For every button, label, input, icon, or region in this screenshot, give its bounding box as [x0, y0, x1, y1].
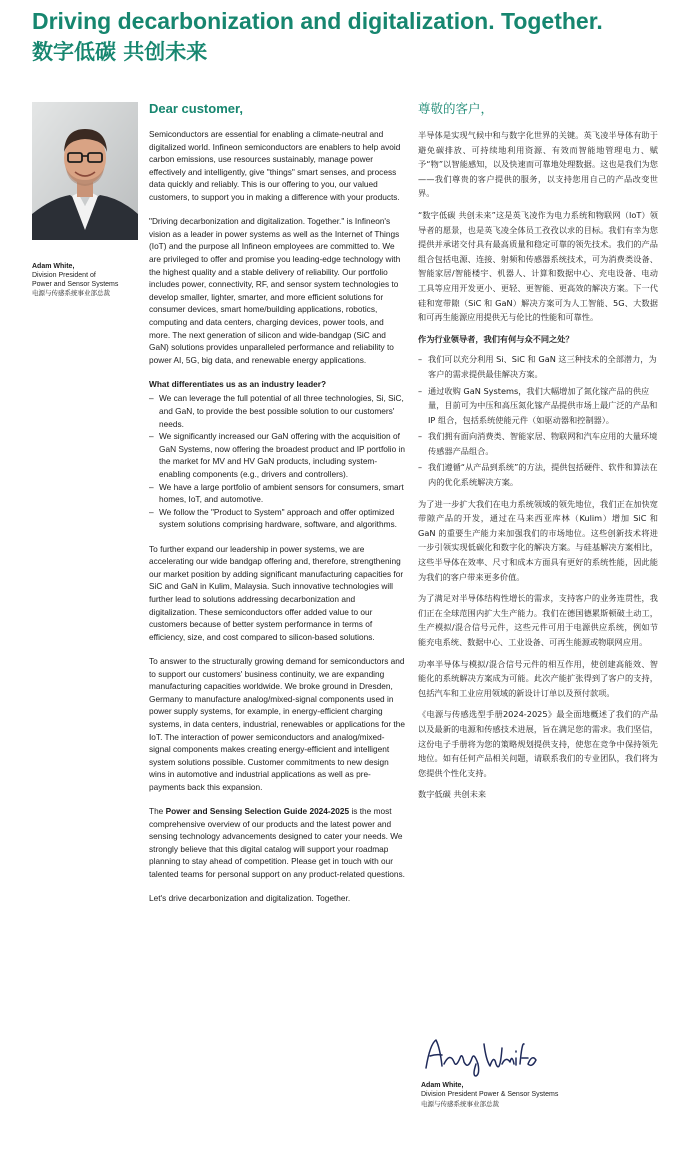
catalog-title: Power and Sensing Selection Guide 2024-2025	[165, 806, 350, 817]
greeting-en: Dear customer,	[149, 101, 243, 116]
author-portrait-illustration	[32, 102, 138, 240]
page-subtitle-cn: 数字低碳 共创未来	[32, 40, 208, 64]
bullet-list-cn	[418, 352, 658, 489]
paragraph-en-3: To further expand our leadership in power systems, we are accelerating our wide bandgap offering and, therefore, strengthening our market position by adding significant manufacturing capacities for SiC and GaN in Kulim, Malaysia. Such innovative technologies will further lead to solutions addressing decarbonization and digitalization. These semiconductors offer added value to our customers because of better system performance in terms of efficiency, size, and cost compared to silicon-based solutions.	[149, 543, 404, 642]
signer-name: Adam White,	[421, 1082, 464, 1089]
letter-chinese-column	[418, 100, 658, 809]
paragraph-en-6: Let's drive decarbonization and digitalization. Together.	[149, 893, 351, 904]
paragraph-en-5-after: is the most comprehensive overview of our products and the latest power and sensing technology advancements designed to cater your needs. We strongly believe that this digital catalog will support your roadmap planning to stay ahead of competition. Please get in touch with our talented teams for personal support on any product-related questions.	[149, 806, 405, 880]
letter-english-column	[149, 100, 405, 916]
author-name: Adam White,	[32, 263, 75, 270]
closing-cn: 数字低碳 共创未来	[418, 789, 487, 800]
signature-graphic	[420, 1034, 540, 1078]
list-item: – 我们拥有面向消费类、智能家居、物联网和汽车应用的大量环境传感器产品组合。	[418, 429, 658, 458]
list-item: – 通过收购 GaN Systems，我们大幅增加了氮化镓产品的供应量，目前可为中压和高压氮化镓产品提供市场上最广泛的产品和 IP 组合，包括系统使能元件（如驱动器和控制器）。	[418, 384, 658, 428]
paragraph-cn-2: “数字低碳 共创未来”这是英飞凌作为电力系统和物联网（IoT）领导者的愿景，也是英飞凌全体员工孜孜以求的目标。我们有幸为您提供并承诺交付具有最高质量和稳定可靠的领先技术。我们的产品组合包括电源、连接、射频和传感器系统技术，可为消费类设备、智能家居/智能楼宇、机器人、计算和数据中心、充电设备、电动工具等应用开发更小、更轻、更智能、更高效的解决方案。下一代硅和宽带隙（SiC 和 GaN）解决方案可为人工智能、5G、大数据和可再生能源应用提供无与伦比的性能和可靠性。	[418, 209, 658, 323]
signer-title-cn: 电源与传感系统事业部总裁	[421, 1099, 499, 1108]
paragraph-cn-1: 半导体是实现气候中和与数字化世界的关键。英飞凌半导体有助于避免碳排放、可持续地利用资源、有效而智能地管理电力、赋予“物”以智能感知，以及快速而可靠地处理数据。这也是我们为您——我们尊贵的客户提供的服务，以支持您用自己的产品改变世界。	[418, 130, 658, 199]
list-item: – We significantly increased our GaN offering with the acquisition of GaN Systems, now offering the broadest product and IP portfolio in the market for MV and HV GaN products, including system-enabling components (e.g., drivers and controllers).	[149, 430, 405, 480]
greeting-cn: 尊敬的客户，	[418, 101, 494, 116]
paragraph-en-1: Semiconductors are essential for enabling a climate-neutral and digitalized world. Infineon semiconductors are enablers to help avoid carbon emissions, use resources sustainably, manage power effectively and intelligently, give "things" smart senses, and process data quickly and reliably. This is our offering to you, our valued customers, to support you in making a difference with your products.	[149, 129, 401, 202]
subheading-cn: 作为行业领导者，我们有何与众不同之处？	[418, 333, 574, 344]
paragraph-en-5	[149, 805, 405, 881]
subheading-en: What differentiates us as an industry leader?	[149, 378, 327, 389]
author-title-cn: 电源与传感系统事业部总裁	[32, 289, 110, 297]
list-item: – 我们遵循“从产品到系统”的方法，提供包括硬件、软件和算法在内的优化系统解决方案。	[418, 460, 658, 489]
author-caption	[32, 262, 142, 298]
list-item: – We follow the "Product to System" approach and offer optimized system solutions comprising hardware, software, and algorithms.	[149, 506, 405, 531]
bullet-list-en	[149, 392, 405, 531]
author-portrait	[32, 102, 138, 240]
paragraph-cn-5: 功率半导体与模拟/混合信号元件的相互作用，使创建高能效、智能化的系统解决方案成为可能。此次产能扩张得到了客户的支持，包括汽车和工业应用领域的新设计订单以及预付款项。	[418, 658, 658, 698]
handwritten-signature	[420, 1034, 540, 1078]
author-title-line2: Power and Sensor Systems	[32, 281, 119, 288]
signature-block	[421, 1082, 661, 1108]
paragraph-cn-4: 为了满足对半导体结构性增长的需求，支持客户的业务连贯性，我们正在全球范围内扩大生产能力。我们在德国德累斯顿破土动工，生产模拟/混合信号元件，这些元件可用于电源供应系统，例如节能充电系统、数据中心、工业设备、可再生能源或物联网应用。	[418, 593, 658, 647]
author-title-line1: Division President of	[32, 272, 96, 279]
list-item: – 我们可以充分利用 Si、SiC 和 GaN 这三种技术的全部潜力，为客户的需求提供最佳解决方案。	[418, 352, 658, 381]
paragraph-en-2: "Driving decarbonization and digitalization. Together." is Infineon's vision as a leader in power systems as well as the Internet of Things (IoT) and the purpose all Infineon employees are committed to. We are privileged to offer and promise you leading-edge technology with the highest quality and a stable delivery of reliability. Our portfolio includes power, connectivity, RF, and sensor system technologies to develop smaller, lighter, smarter, and more efficient solutions for consumer devices, smart home/building applications, robotics, computing and data centers, charging devices, power tools, and more. The next generation of silicon and wide-bandgap (SiC and GaN) solutions provides unparalleled performance and reliability to power AI, 5G, big data, and renewable energy applications.	[149, 216, 401, 365]
paragraph-en-4: To answer to the structurally growing demand for semiconductors and to support our customers' business continuity, we are expanding manufacturing capacities worldwide. We broke ground in Dresden, Germany to manufacture analog/mixed-signal components used in power supply systems, for example, in energy-efficient charging systems, in data centers, industrial, renewables or applications for the IoT. The interaction of power semiconductors and analog/mixed-signal components makes creating energy-efficient and intelligent system solutions possible. Customer commitments to new design wins in automotive and industrial applications as well as pre-payments back this expansion.	[149, 655, 405, 792]
paragraph-cn-3: 为了进一步扩大我们在电力系统领域的领先地位，我们正在加快宽带隙产品的开发，通过在马来西亚库林（Kulim）增加 SiC 和 GaN 的重要生产能力来加强我们的市场地位。这些创新技术将进一步引领实现低碳化和数字化的解决方案。与硅基解决方案相比，这些半导体在效率、尺寸和成本方面具有更好的系统性能，因此能为我们的客户带来更多价值。	[418, 498, 658, 582]
page-title: Driving decarbonization and digitalization. Together.	[32, 8, 603, 34]
paragraph-en-5-before: The	[149, 806, 166, 817]
paragraph-cn-6: 《电源与传感选型手册2024-2025》最全面地概述了我们的产品以及最新的电源和传感技术进展，旨在满足您的需求。我们坚信，这份电子手册将为您的策略规划提供支持，使您在竞争中保持领先地位。如有任何产品相关问题，请联系我们的专业团队，我们将为您提供个性化支持。	[418, 709, 658, 778]
signer-title: Division President Power & Sensor Systems	[421, 1090, 559, 1098]
list-item: – We can leverage the full potential of all three technologies, Si, SiC, and GaN, to provide the best possible solution to our customers' needs.	[149, 392, 405, 430]
list-item: – We have a large portfolio of ambient sensors for consumers, smart homes, IoT, and automotive.	[149, 481, 405, 506]
